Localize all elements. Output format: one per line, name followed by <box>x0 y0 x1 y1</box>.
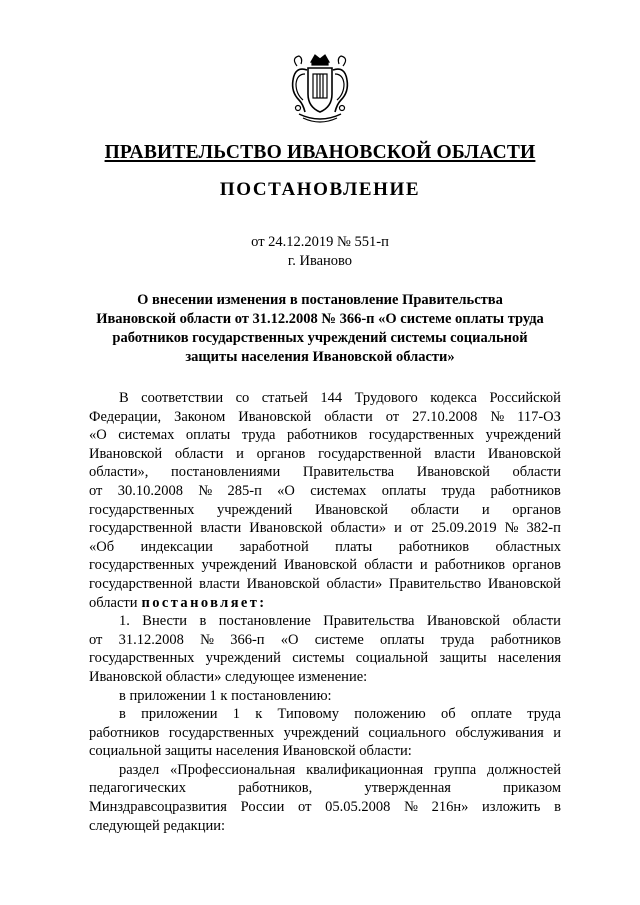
word: системы <box>292 650 345 667</box>
word: области» <box>330 520 387 537</box>
word: в <box>554 799 561 816</box>
word: государственных <box>89 557 195 574</box>
title-line: О внесении изменения в постановление Правительства <box>137 292 503 308</box>
word: № <box>504 520 519 537</box>
word: государственных <box>89 650 195 667</box>
word: В <box>119 390 129 406</box>
decree-word: постановляет: <box>141 594 267 611</box>
word: и <box>481 501 490 518</box>
body-line <box>89 798 561 817</box>
body-text: области <box>89 594 138 611</box>
word: государственной <box>89 520 193 537</box>
word: со <box>235 390 250 406</box>
word: области <box>364 557 413 574</box>
body-line <box>89 519 561 538</box>
word: и <box>236 445 244 462</box>
word: работников <box>434 557 506 574</box>
body-line <box>89 445 561 464</box>
word: населения <box>497 650 561 667</box>
word: № <box>200 631 214 648</box>
word: труда <box>441 482 476 499</box>
word: власти <box>199 575 240 592</box>
word: системах <box>310 482 367 499</box>
word: учреждений <box>216 501 293 518</box>
city-line: г. Иваново <box>287 253 353 269</box>
word: власти <box>434 445 476 462</box>
word: учреждений <box>201 557 277 574</box>
word: 1 <box>232 706 241 723</box>
word: «Профессиональная <box>169 761 296 778</box>
word: и <box>394 520 402 537</box>
word: органов <box>512 501 561 518</box>
word: положению <box>354 706 426 723</box>
word: группа <box>433 761 477 778</box>
word: к <box>255 706 263 723</box>
word: области <box>512 613 561 630</box>
word: приказом <box>503 780 561 797</box>
decree-title <box>86 291 554 367</box>
word: 117-ОЗ <box>517 408 561 425</box>
word: Ивановской <box>487 575 561 592</box>
word: области», <box>89 464 149 481</box>
word: 05.05.2008 <box>325 799 391 816</box>
word: постановлениями <box>171 464 281 481</box>
word: и <box>553 724 561 741</box>
word: 30.10.2008 <box>117 482 183 499</box>
word: 366-п <box>230 631 265 648</box>
word: областных <box>495 538 561 555</box>
date-number-line: от 24.12.2019 № 551-п <box>251 234 389 250</box>
word: системах <box>118 427 175 444</box>
word: Правительства <box>302 464 395 481</box>
body-text: следующей редакции: <box>89 817 226 834</box>
body-line <box>89 612 561 631</box>
word: № <box>404 799 418 816</box>
word: оплате <box>470 706 512 723</box>
word: области <box>324 408 373 425</box>
word: платы <box>335 538 373 555</box>
word: «О <box>280 631 299 648</box>
body-line <box>89 705 561 724</box>
word: «Об <box>89 538 115 555</box>
word: 285-п <box>227 482 262 499</box>
word: государственных <box>89 501 195 518</box>
word: от <box>409 520 424 537</box>
word: защиты <box>439 650 487 667</box>
title-line: защиты населения Ивановской области» <box>185 349 455 365</box>
word: Внести <box>142 613 188 630</box>
word: 382-п <box>526 520 561 537</box>
body-line <box>89 724 561 743</box>
word: кодекса <box>430 390 477 406</box>
body-line <box>89 556 561 575</box>
body-text: социальной защиты населения Ивановской области: <box>89 743 412 760</box>
word: оплаты <box>381 482 427 499</box>
word: области <box>512 464 561 481</box>
word: работников <box>398 538 470 555</box>
word: Российской <box>489 390 561 406</box>
word: Ивановской <box>89 445 163 462</box>
word: 31.12.2008 <box>118 631 184 648</box>
word: области <box>410 501 460 518</box>
word: области» <box>326 575 383 592</box>
word: власти <box>200 520 242 537</box>
body-line <box>89 779 561 798</box>
body-line <box>89 649 561 668</box>
word: 216н» <box>431 799 469 816</box>
word: 25.09.2019 <box>431 520 497 537</box>
body-line <box>89 426 561 445</box>
body-line <box>89 761 561 780</box>
word: обслуживания <box>455 724 544 741</box>
word: труда <box>241 427 276 444</box>
word: 1. <box>119 613 130 630</box>
word: № <box>490 408 505 425</box>
word: соответствии <box>141 390 224 406</box>
word: Минздравсоцразвития <box>89 799 227 816</box>
word: от <box>298 799 312 816</box>
body-line <box>89 687 561 706</box>
government-heading: ПРАВИТЕЛЬСТВО ИВАНОВСКОЙ ОБЛАСТИ <box>104 142 536 163</box>
word: государственных <box>368 427 475 444</box>
word: учреждений <box>485 427 561 444</box>
word: работников <box>286 427 358 444</box>
body-line <box>89 817 561 836</box>
word: индексации <box>140 538 213 555</box>
word: социального <box>368 724 446 741</box>
word: постановление <box>218 613 311 630</box>
word: педагогических <box>89 780 186 797</box>
title-line: Ивановской области от 31.12.2008 № 366-п «О системе оплаты труда <box>96 311 544 327</box>
word: приложении <box>141 706 218 723</box>
body-text: в приложении 1 к постановлению: <box>119 687 332 704</box>
word: государственной <box>318 445 422 462</box>
word: социальной <box>355 650 429 667</box>
word: «О <box>277 482 295 499</box>
word: труда <box>527 706 561 723</box>
body-line <box>89 408 561 427</box>
body-line <box>89 482 561 501</box>
word: России <box>240 799 285 816</box>
word: № <box>198 482 213 499</box>
body-line <box>89 575 561 594</box>
body-line <box>89 538 561 557</box>
body-line <box>89 463 561 482</box>
word: статьей <box>261 390 308 406</box>
word: 144 <box>320 390 343 406</box>
word: Ивановской <box>283 557 358 574</box>
word: Ивановской <box>246 575 320 592</box>
word: оплаты <box>185 427 231 444</box>
body-line <box>89 742 561 761</box>
word: Законом <box>174 408 226 425</box>
body-line <box>89 668 561 687</box>
word: в <box>119 706 126 723</box>
word: Ивановской <box>416 464 490 481</box>
word: учреждений <box>205 650 281 667</box>
word: от <box>89 631 103 648</box>
word: работников <box>89 724 160 741</box>
word: Правительство <box>388 575 482 592</box>
word: Ивановской <box>238 408 312 425</box>
word: Ивановской <box>314 501 389 518</box>
word: Типовому <box>277 706 339 723</box>
word: работников <box>490 482 561 499</box>
coat-of-arms-emblem <box>287 52 353 126</box>
word: заработной <box>239 538 309 555</box>
word: Ивановской <box>487 445 561 462</box>
word: Правительства <box>323 613 415 630</box>
word: от <box>385 408 400 425</box>
word: органов <box>256 445 306 462</box>
word: государственной <box>89 575 193 592</box>
body-line <box>89 631 561 650</box>
body-line <box>89 389 561 408</box>
word: оплаты <box>380 631 425 648</box>
word: Федерации, <box>89 408 162 425</box>
word: Трудового <box>354 390 418 406</box>
word: работников, <box>238 780 313 797</box>
word: от <box>89 482 103 499</box>
document-body <box>89 389 561 835</box>
word: должностей <box>486 761 561 778</box>
body-line-decree <box>89 594 561 613</box>
word: труда <box>440 631 475 648</box>
word: и <box>419 557 428 574</box>
word: работников <box>490 631 561 648</box>
body-line <box>89 501 561 520</box>
word: «О <box>89 427 107 444</box>
word: органов <box>512 557 561 574</box>
body-text: Ивановской области» следующее изменение: <box>89 668 368 685</box>
word: системе <box>314 631 364 648</box>
title-line: работников государственных учреждений системы социальной <box>112 330 528 346</box>
word: области <box>174 445 224 462</box>
word: об <box>440 706 456 723</box>
word: Ивановской <box>426 613 501 630</box>
word: Ивановской <box>249 520 323 537</box>
word: утвержденная <box>364 780 451 797</box>
word: в <box>199 613 207 630</box>
word: учреждений <box>283 724 359 741</box>
word: квалификационная <box>306 761 424 778</box>
word: государственных <box>168 724 275 741</box>
word: изложить <box>482 799 541 816</box>
document-type-heading: ПОСТАНОВЛЕНИЕ <box>219 179 421 200</box>
word: 27.10.2008 <box>412 408 478 425</box>
word: раздел <box>119 761 160 778</box>
